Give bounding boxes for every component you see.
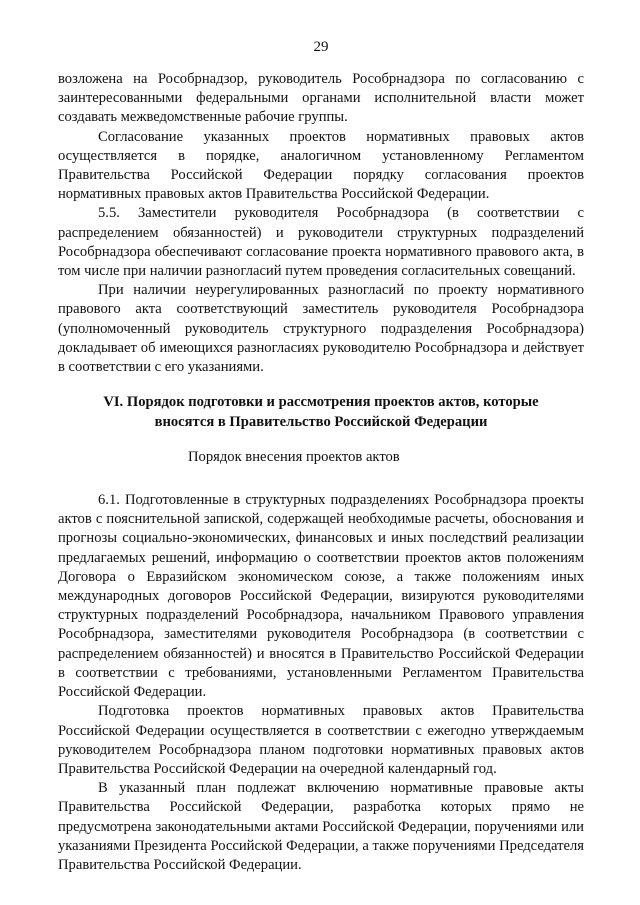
paragraph-2: Согласование указанных проектов нормативных правовых актов осуществляется в порядке, аналогичном установленному Регламентом Правительства Российской Федерации порядку согласования проектов нормативных правовых актов Правительства Российской Федерации. [58,128,584,203]
paragraph-6: Подготовка проектов нормативных правовых актов Правительства Российской Федерации осуществляется в соответствии с ежегодно утверждаемым руководителем Рособрнадзора планом подготовки нормативных правовых актов Правительства Российской Федерации на очередной календарный год. [58,703,584,777]
page-number: 29 [313,39,329,55]
paragraph-4: При наличии неурегулированных разногласий по проекту нормативного правового акта соответствующий заместитель руководителя Рособрнадзора (уполномоченный руководитель структурного подразделения Рособрнадзора) докладывает об имеющихся разногласиях руководителю Рособрнадзора и действует в соответствии с его указаниями. [58,282,584,376]
paragraph-1: возложена на Рособрнадзор, руководитель Рособрнадзора по согласованию с заинтересованными федеральными органами исполнительной власти может создавать межведомственные рабочие группы. [58,71,584,126]
subsection-title: Порядок внесения проектов актов [188,449,400,466]
section-title [58,393,584,432]
document-page [58,38,584,875]
paragraph-5: 6.1. Подготовленные в структурных подразделениях Рособрнадзора проекты актов с пояснительной запиской, содержащей необходимые расчеты, обоснования и прогнозы социально-экономических, финансовых и иных последствий реализации предлагаемых решений, информацию о соответствии проектов актов положениям Договора о Евразийском экономическом союзе, а также положениям иных международных договоров Российской Федерации, визируются руководителями структурных подразделений Рособрнадзора, начальником Правового управления Рособрнадзора, заместителями руководителя Рособрнадзора (в соответствии с распределением обязанностей) и вносятся в Правительство Российской Федерации в соответствии с требованиями, установленными Регламентом Правительства Российской Федерации. [58,492,584,701]
paragraph-7: В указанный план подлежат включению нормативные правовые акты Правительства Российской Федерации, разработка которых прямо не предусмотрена законодательными актами Российской Федерации, поручениями или указаниями Президента Российской Федерации, а также поручениями Председателя Правительства Российской Федерации. [58,780,584,873]
section-title-line-1: VI. Порядок подготовки и рассмотрения проектов актов, которые [103,394,539,411]
paragraph-3: 5.5. Заместители руководителя Рособрнадзора (в соответствии с распределением обязанностей) и руководители структурных подразделений Рособрнадзора обеспечивают согласование проекта нормативного правового акта, в том числе при наличии разногласий путем проведения согласительных совещаний. [58,205,584,280]
section-title-line-2: вносятся в Правительство Российской Федерации [154,413,488,430]
